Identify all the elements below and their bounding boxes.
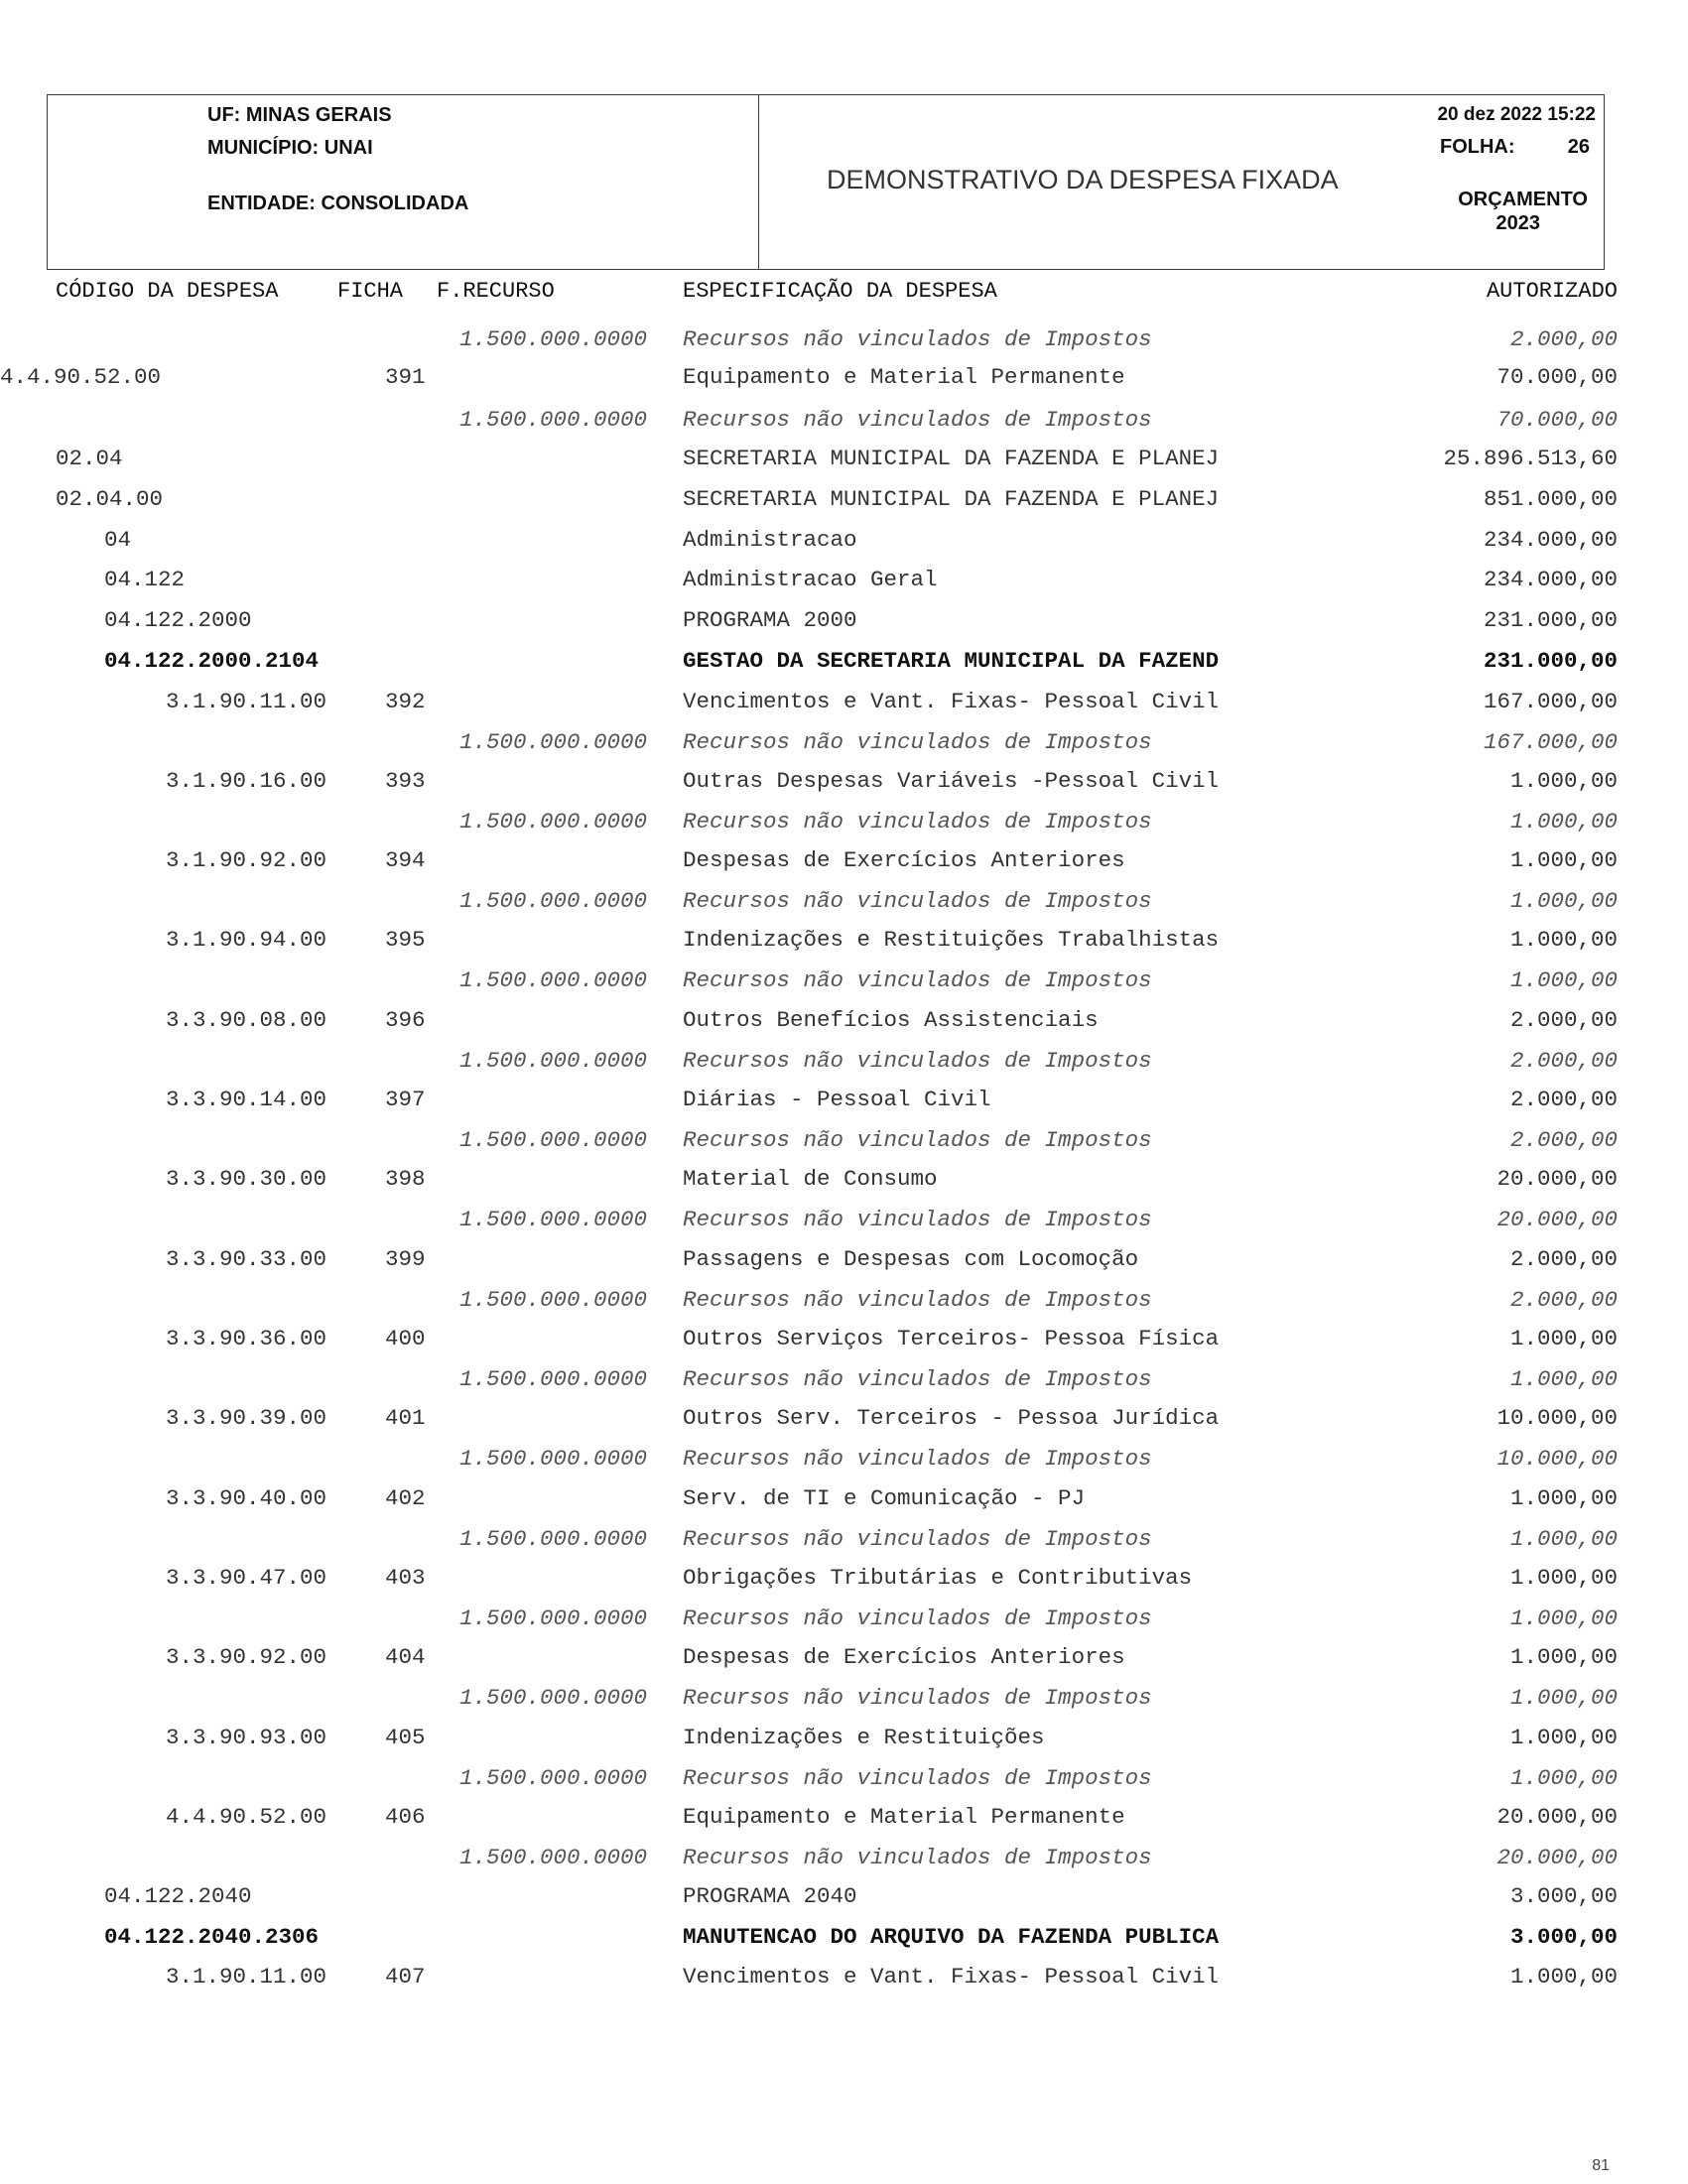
table-row (0, 1125, 1688, 1155)
orcamento-year: 2023 (1495, 212, 1540, 234)
table-row (0, 845, 1688, 875)
table-row (0, 405, 1688, 435)
codigo-cell: 3.3.90.93.00 (166, 1725, 327, 1750)
municipio-label: MUNICÍPIO: UNAI (207, 137, 373, 159)
recurso-cell: 1.500.000.0000 (459, 1685, 648, 1711)
table-row (0, 1524, 1688, 1554)
ficha-cell: 407 (385, 1964, 426, 1990)
autorizado-cell: 1.000,00 (1509, 1326, 1618, 1351)
codigo-cell: 4.4.90.52.00 (166, 1804, 327, 1830)
table-row (0, 1205, 1688, 1234)
col-ficha: FICHA (337, 279, 404, 304)
especificacao-cell: Vencimentos e Vant. Fixas- Pessoal Civil (683, 689, 1220, 714)
especificacao-cell: Recursos não vinculados de Impostos (683, 1685, 1152, 1711)
autorizado-cell: 1.000,00 (1509, 1526, 1618, 1552)
col-autorizado: AUTORIZADO (1486, 279, 1618, 304)
table-row (0, 1723, 1688, 1752)
autorizado-cell: 1.000,00 (1509, 888, 1618, 914)
table-row (0, 1962, 1688, 1991)
codigo-cell: 3.1.90.16.00 (166, 768, 327, 794)
header-divider (758, 95, 759, 269)
codigo-cell: 3.1.90.94.00 (166, 927, 327, 953)
especificacao-cell: Recursos não vinculados de Impostos (683, 729, 1152, 755)
codigo-cell: 04.122.2040 (104, 1883, 252, 1909)
especificacao-cell: Administracao Geral (683, 567, 938, 592)
autorizado-cell: 20.000,00 (1496, 1845, 1618, 1870)
table-row (0, 605, 1688, 635)
especificacao-cell: Obrigações Tributárias e Contributivas (683, 1565, 1193, 1591)
table-row (0, 1164, 1688, 1194)
table-row (0, 484, 1688, 514)
especificacao-cell: Vencimentos e Vant. Fixas- Pessoal Civil (683, 1964, 1220, 1990)
autorizado-cell: 10.000,00 (1496, 1405, 1618, 1431)
table-row (0, 1403, 1688, 1433)
especificacao-cell: Indenizações e Restituições (683, 1725, 1045, 1750)
ficha-cell: 401 (385, 1405, 426, 1431)
table-row (0, 525, 1688, 555)
recurso-cell: 1.500.000.0000 (459, 1606, 648, 1631)
autorizado-cell: 2.000,00 (1509, 1127, 1618, 1153)
codigo-cell: 3.3.90.33.00 (166, 1246, 327, 1272)
autorizado-cell: 20.000,00 (1496, 1804, 1618, 1830)
autorizado-cell: 231.000,00 (1483, 607, 1618, 633)
recurso-cell: 1.500.000.0000 (459, 1287, 648, 1313)
table-row (0, 1763, 1688, 1793)
especificacao-cell: Outros Serv. Terceiros - Pessoa Jurídica (683, 1405, 1220, 1431)
table-row (0, 1642, 1688, 1672)
table-row (0, 1285, 1688, 1315)
especificacao-cell: Recursos não vinculados de Impostos (683, 809, 1152, 835)
especificacao-cell: Recursos não vinculados de Impostos (683, 888, 1152, 914)
autorizado-cell: 2.000,00 (1509, 1048, 1618, 1074)
ficha-cell: 399 (385, 1246, 426, 1272)
autorizado-cell: 1.000,00 (1509, 1485, 1618, 1511)
table-row (0, 1683, 1688, 1713)
especificacao-cell: Despesas de Exercícios Anteriores (683, 847, 1125, 873)
autorizado-cell: 3.000,00 (1509, 1883, 1618, 1909)
especificacao-cell: Serv. de TI e Comunicação - PJ (683, 1485, 1086, 1511)
especificacao-cell: Outros Benefícios Assistenciais (683, 1007, 1099, 1033)
table-row (0, 646, 1688, 676)
especificacao-cell: Indenizações e Restituições Trabalhistas (683, 927, 1220, 953)
codigo-cell: 04.122 (104, 567, 186, 592)
especificacao-cell: Outros Serviços Terceiros- Pessoa Física (683, 1326, 1220, 1351)
ficha-cell: 394 (385, 847, 426, 873)
table-row (0, 1046, 1688, 1076)
codigo-cell: 3.1.90.11.00 (166, 689, 327, 714)
table-row (0, 1922, 1688, 1952)
codigo-cell: 3.3.90.14.00 (166, 1087, 327, 1112)
autorizado-cell: 2.000,00 (1509, 1007, 1618, 1033)
table-row (0, 444, 1688, 473)
report-datetime: 20 dez 2022 15:22 (1437, 104, 1596, 125)
especificacao-cell: Recursos não vinculados de Impostos (683, 1526, 1152, 1552)
table-row (0, 565, 1688, 594)
autorizado-cell: 167.000,00 (1483, 729, 1618, 755)
recurso-cell: 1.500.000.0000 (459, 1845, 648, 1870)
folha-value: 26 (1567, 136, 1590, 158)
codigo-cell: 3.3.90.39.00 (166, 1405, 327, 1431)
autorizado-cell: 2.000,00 (1509, 1087, 1618, 1112)
codigo-cell: 3.3.90.47.00 (166, 1565, 327, 1591)
recurso-cell: 1.500.000.0000 (459, 407, 648, 433)
codigo-cell: 3.1.90.11.00 (166, 1964, 327, 1990)
autorizado-cell: 1.000,00 (1509, 1366, 1618, 1392)
ficha-cell: 392 (385, 689, 426, 714)
table-row (0, 1444, 1688, 1474)
especificacao-cell: Outras Despesas Variáveis -Pessoal Civil (683, 768, 1220, 794)
ficha-cell: 395 (385, 927, 426, 953)
autorizado-cell: 1.000,00 (1509, 847, 1618, 873)
autorizado-cell: 1.000,00 (1509, 1765, 1618, 1791)
table-row (0, 324, 1688, 354)
folha-label: FOLHA: (1440, 136, 1515, 158)
recurso-cell: 1.500.000.0000 (459, 888, 648, 914)
especificacao-cell: Recursos não vinculados de Impostos (683, 967, 1152, 993)
ficha-cell: 405 (385, 1725, 426, 1750)
autorizado-cell: 1.000,00 (1509, 1964, 1618, 1990)
especificacao-cell: Recursos não vinculados de Impostos (683, 326, 1152, 352)
especificacao-cell: Recursos não vinculados de Impostos (683, 1287, 1152, 1313)
recurso-cell: 1.500.000.0000 (459, 1207, 648, 1232)
recurso-cell: 1.500.000.0000 (459, 809, 648, 835)
autorizado-cell: 1.000,00 (1509, 1644, 1618, 1670)
especificacao-cell: PROGRAMA 2040 (683, 1883, 857, 1909)
table-row (0, 766, 1688, 796)
table-row (0, 1802, 1688, 1832)
ficha-cell: 404 (385, 1644, 426, 1670)
table-row (0, 1085, 1688, 1114)
codigo-cell: 04.122.2040.2306 (104, 1924, 320, 1950)
recurso-cell: 1.500.000.0000 (459, 1366, 648, 1392)
especificacao-cell: GESTAO DA SECRETARIA MUNICIPAL DA FAZEND (683, 648, 1220, 674)
report-title: DEMONSTRATIVO DA DESPESA FIXADA (827, 165, 1339, 194)
table-row (0, 687, 1688, 716)
ficha-cell: 391 (385, 364, 426, 390)
codigo-cell: 02.04.00 (56, 486, 164, 512)
entidade-label: ENTIDADE: CONSOLIDADA (207, 193, 469, 214)
especificacao-cell: Administracao (683, 527, 857, 553)
autorizado-cell: 234.000,00 (1483, 527, 1618, 553)
ficha-cell: 396 (385, 1007, 426, 1033)
codigo-cell: 4.4.90.52.00 (0, 364, 162, 390)
codigo-cell: 3.1.90.92.00 (166, 847, 327, 873)
especificacao-cell: Recursos não vinculados de Impostos (683, 1207, 1152, 1232)
codigo-cell: 02.04 (56, 446, 123, 471)
recurso-cell: 1.500.000.0000 (459, 1048, 648, 1074)
table-row (0, 1364, 1688, 1394)
table-row (0, 1244, 1688, 1274)
especificacao-cell: Recursos não vinculados de Impostos (683, 1127, 1152, 1153)
especificacao-cell: Material de Consumo (683, 1166, 938, 1192)
especificacao-cell: Recursos não vinculados de Impostos (683, 1366, 1152, 1392)
especificacao-cell: MANUTENCAO DO ARQUIVO DA FAZENDA PUBLICA (683, 1924, 1220, 1950)
col-recurso: F.RECURSO (437, 279, 555, 304)
autorizado-cell: 2.000,00 (1509, 1287, 1618, 1313)
especificacao-cell: Despesas de Exercícios Anteriores (683, 1644, 1125, 1670)
autorizado-cell: 70.000,00 (1496, 364, 1618, 390)
especificacao-cell: Recursos não vinculados de Impostos (683, 1606, 1152, 1631)
table-row (0, 1881, 1688, 1911)
orcamento-label: ORÇAMENTO (1458, 189, 1588, 210)
table-row (0, 965, 1688, 995)
table-row (0, 925, 1688, 955)
recurso-cell: 1.500.000.0000 (459, 326, 648, 352)
autorizado-cell: 1.000,00 (1509, 1725, 1618, 1750)
especificacao-cell: Equipamento e Material Permanente (683, 1804, 1125, 1830)
codigo-cell: 3.3.90.30.00 (166, 1166, 327, 1192)
report-header (47, 94, 1605, 270)
autorizado-cell: 167.000,00 (1483, 689, 1618, 714)
autorizado-cell: 1.000,00 (1509, 768, 1618, 794)
autorizado-cell: 25.896.513,60 (1443, 446, 1618, 471)
table-row (0, 1324, 1688, 1353)
table-row (0, 362, 1688, 392)
especificacao-cell: Passagens e Despesas com Locomoção (683, 1246, 1139, 1272)
recurso-cell: 1.500.000.0000 (459, 729, 648, 755)
ficha-cell: 397 (385, 1087, 426, 1112)
codigo-cell: 3.3.90.92.00 (166, 1644, 327, 1670)
autorizado-cell: 851.000,00 (1483, 486, 1618, 512)
especificacao-cell: Recursos não vinculados de Impostos (683, 1845, 1152, 1870)
autorizado-cell: 70.000,00 (1496, 407, 1618, 433)
autorizado-cell: 231.000,00 (1483, 648, 1618, 674)
recurso-cell: 1.500.000.0000 (459, 967, 648, 993)
especificacao-cell: PROGRAMA 2000 (683, 607, 857, 633)
codigo-cell: 3.3.90.36.00 (166, 1326, 327, 1351)
autorizado-cell: 1.000,00 (1509, 1565, 1618, 1591)
autorizado-cell: 3.000,00 (1509, 1924, 1618, 1950)
ficha-cell: 400 (385, 1326, 426, 1351)
autorizado-cell: 10.000,00 (1496, 1446, 1618, 1472)
autorizado-cell: 2.000,00 (1509, 1246, 1618, 1272)
table-row (0, 727, 1688, 757)
ficha-cell: 398 (385, 1166, 426, 1192)
table-row (0, 886, 1688, 916)
table-row (0, 1843, 1688, 1872)
recurso-cell: 1.500.000.0000 (459, 1127, 648, 1153)
ficha-cell: 402 (385, 1485, 426, 1511)
especificacao-cell: Equipamento e Material Permanente (683, 364, 1125, 390)
recurso-cell: 1.500.000.0000 (459, 1526, 648, 1552)
autorizado-cell: 1.000,00 (1509, 967, 1618, 993)
ficha-cell: 406 (385, 1804, 426, 1830)
col-codigo: CÓDIGO DA DESPESA (56, 279, 279, 304)
especificacao-cell: Recursos não vinculados de Impostos (683, 1446, 1152, 1472)
table-row (0, 1005, 1688, 1035)
ficha-cell: 393 (385, 768, 426, 794)
autorizado-cell: 1.000,00 (1509, 1606, 1618, 1631)
ficha-cell: 403 (385, 1565, 426, 1591)
especificacao-cell: SECRETARIA MUNICIPAL DA FAZENDA E PLANEJ (683, 446, 1220, 471)
autorizado-cell: 1.000,00 (1509, 1685, 1618, 1711)
codigo-cell: 04.122.2000 (104, 607, 252, 633)
codigo-cell: 3.3.90.40.00 (166, 1485, 327, 1511)
table-row (0, 1483, 1688, 1513)
uf-label: UF: MINAS GERAIS (207, 104, 392, 126)
recurso-cell: 1.500.000.0000 (459, 1765, 648, 1791)
especificacao-cell: Recursos não vinculados de Impostos (683, 407, 1152, 433)
codigo-cell: 04 (104, 527, 132, 553)
col-especificacao: ESPECIFICAÇÃO DA DESPESA (683, 279, 997, 304)
codigo-cell: 3.3.90.08.00 (166, 1007, 327, 1033)
especificacao-cell: Recursos não vinculados de Impostos (683, 1765, 1152, 1791)
autorizado-cell: 20.000,00 (1496, 1207, 1618, 1232)
codigo-cell: 04.122.2000.2104 (104, 648, 320, 674)
autorizado-cell: 20.000,00 (1496, 1166, 1618, 1192)
autorizado-cell: 1.000,00 (1509, 927, 1618, 953)
especificacao-cell: Diárias - Pessoal Civil (683, 1087, 991, 1112)
autorizado-cell: 1.000,00 (1509, 809, 1618, 835)
recurso-cell: 1.500.000.0000 (459, 1446, 648, 1472)
table-row (0, 1604, 1688, 1633)
especificacao-cell: Recursos não vinculados de Impostos (683, 1048, 1152, 1074)
table-row (0, 807, 1688, 836)
autorizado-cell: 234.000,00 (1483, 567, 1618, 592)
page-number: 81 (1592, 2157, 1610, 2174)
table-row (0, 1563, 1688, 1593)
especificacao-cell: SECRETARIA MUNICIPAL DA FAZENDA E PLANEJ (683, 486, 1220, 512)
autorizado-cell: 2.000,00 (1509, 326, 1618, 352)
